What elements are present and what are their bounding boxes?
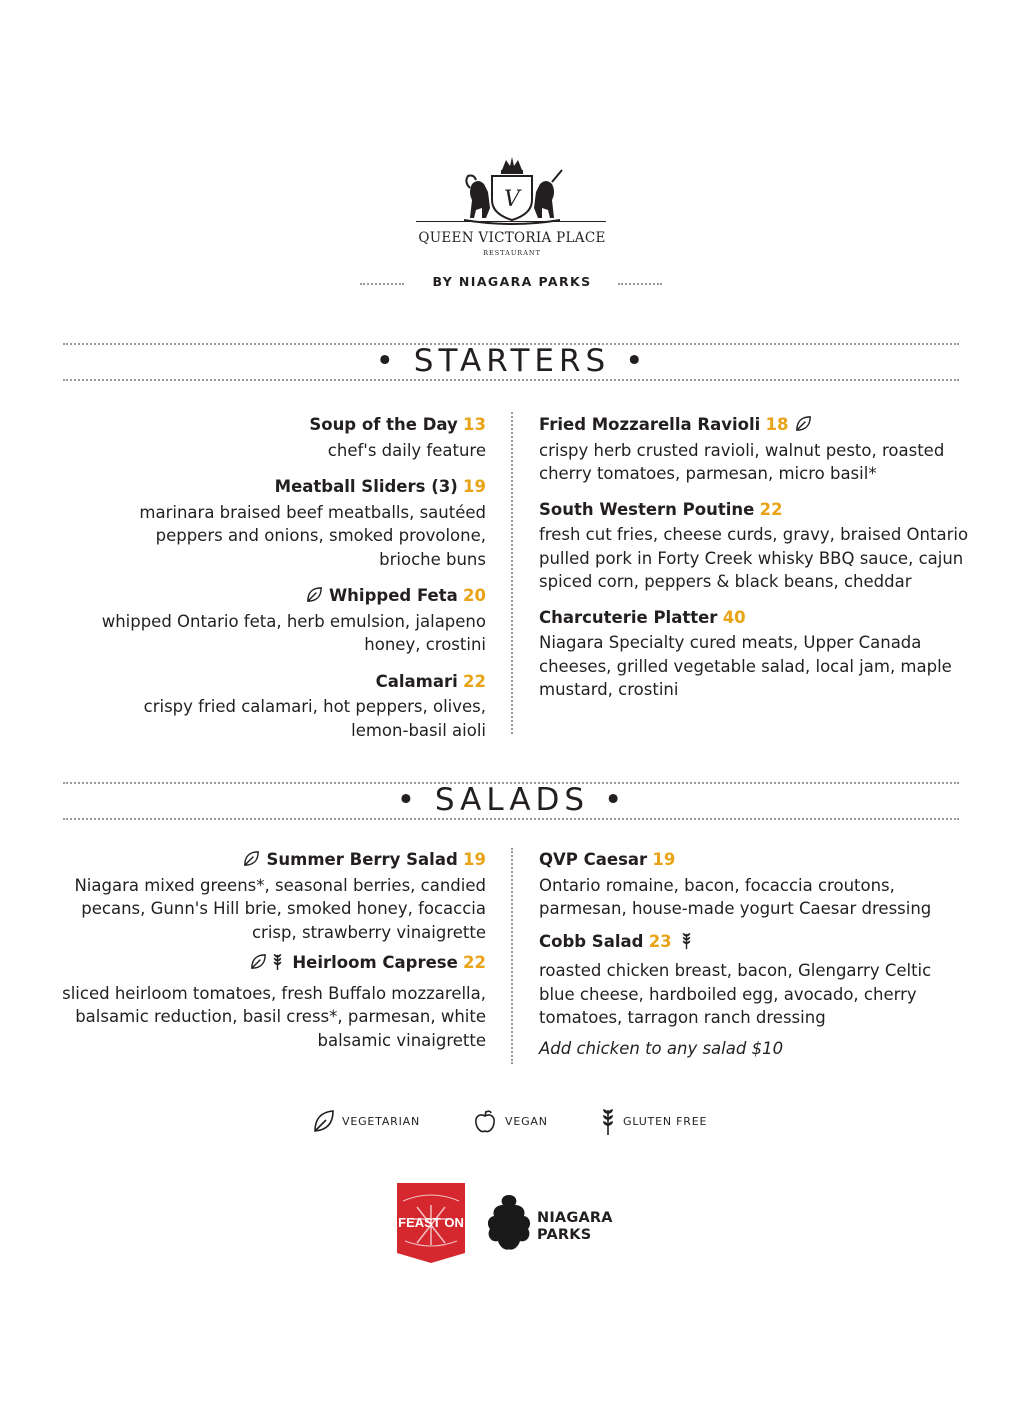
menu-item: [539, 606, 969, 702]
item-price: 22: [759, 499, 783, 519]
menu-item: [50, 951, 486, 1052]
vegetarian-leaf-icon: [249, 952, 268, 971]
salads-heading: • SALADS •: [396, 782, 628, 818]
item-description: Niagara mixed greens*, seasonal berries, candied pecans, Gunn's Hill brie, smoked honey, focaccia crisp, strawberry vinaigrette: [74, 875, 486, 942]
item-description: fresh cut fries, cheese curds, gravy, braised Ontario pulled pork in Forty Creek whisky BBQ sauce, cajun spiced corn, peppers & black beans, cheddar: [539, 525, 969, 591]
item-price: 22: [463, 953, 486, 972]
wheat-icon: [598, 1106, 618, 1136]
starters-left-column: [100, 413, 486, 742]
item-price: 20: [463, 586, 486, 605]
item-name: Meatball Sliders (3): [274, 477, 458, 496]
vegetarian-leaf-icon: [305, 585, 324, 604]
legend-vegetarian: [312, 1106, 420, 1136]
menu-item: [539, 413, 969, 486]
item-price: 13: [463, 415, 486, 434]
niagara-parks-wordmark-line1: NIAGARA: [537, 1210, 613, 1226]
item-name: QVP Caesar: [539, 850, 648, 869]
item-name: South Western Poutine: [539, 499, 755, 519]
item-price: 40: [722, 607, 746, 627]
gluten-free-wheat-icon: [677, 931, 696, 950]
menu-item: [100, 475, 486, 571]
item-description: sliced heirloom tomatoes, fresh Buffalo mozzarella, balsamic reduction, basil cress*, parmesan, white balsamic vinaigrette: [62, 983, 486, 1050]
item-description: Ontario romaine, bacon, focaccia croutons, parmesan, house-made yogurt Caesar dressing: [539, 875, 932, 918]
item-price: 19: [463, 477, 486, 496]
niagara-parks-logo-icon: [486, 1193, 532, 1251]
menu-item: [50, 848, 486, 944]
item-name: Heirloom Caprese: [292, 953, 458, 972]
leaf-icon: [312, 1108, 336, 1134]
item-description: crispy herb crusted ravioli, walnut pesto, roasted cherry tomatoes, parmesan, micro basil*: [539, 440, 945, 483]
item-description: chef's daily feature: [327, 440, 486, 460]
legend-vegetarian-label: VEGETARIAN: [342, 1114, 420, 1128]
item-name: Whipped Feta: [328, 586, 458, 605]
gluten-free-wheat-icon: [268, 952, 287, 971]
item-price: 18: [765, 415, 789, 434]
byline-rule-right: [618, 283, 662, 285]
legend-gluten-free: [598, 1106, 707, 1136]
item-price: 22: [463, 671, 486, 691]
vegetarian-leaf-icon: [242, 849, 261, 868]
item-description: roasted chicken breast, bacon, Glengarry Celtic blue cheese, hardboiled egg, avocado, cherry tomatoes, tarragon ranch dressing: [539, 961, 932, 1027]
salads-right-column: [539, 848, 969, 1060]
menu-item: [100, 584, 486, 657]
logo-divider: [416, 221, 606, 222]
item-name: Soup of the Day: [309, 415, 458, 434]
feast-on-badge: [397, 1183, 465, 1263]
legend-vegan-label: VEGAN: [505, 1114, 548, 1128]
niagara-parks-wordmark-line2: PARKS: [537, 1227, 592, 1243]
starters-column-divider: [511, 412, 513, 734]
brand-name: QUEEN VICTORIA PLACE: [418, 230, 606, 246]
item-description: marinara braised beef meatballs, sautéed peppers and onions, smoked provolone, brioche buns: [139, 502, 486, 569]
starters-right-column: [539, 413, 969, 702]
salads-rule-bottom: [63, 818, 959, 820]
item-name: Fried Mozzarella Ravioli: [539, 415, 761, 434]
salads-column-divider: [511, 848, 513, 1064]
apple-icon: [473, 1108, 497, 1134]
feast-on-text: FEAST ON: [398, 1215, 464, 1230]
menu-item: [100, 670, 486, 743]
byline: BY NIAGARA PARKS: [432, 274, 592, 289]
starters-heading: • STARTERS •: [375, 343, 649, 379]
item-name: Cobb Salad: [539, 931, 644, 951]
item-description: whipped Ontario feta, herb emulsion, jalapeno honey, crostini: [101, 611, 486, 654]
menu-item: [100, 413, 486, 462]
vegetarian-leaf-icon: [794, 414, 813, 433]
menu-item: [539, 848, 969, 921]
brand-subtitle: RESTAURANT: [483, 249, 541, 257]
legend-vegan: [473, 1106, 548, 1136]
starters-rule-bottom: [63, 379, 959, 381]
menu-item: [539, 930, 969, 1030]
restaurant-crest-logo: [412, 152, 612, 242]
item-name: Summer Berry Salad: [266, 850, 458, 869]
svg-text:V: V: [504, 187, 520, 212]
menu-item: [539, 498, 969, 594]
item-description: Niagara Specialty cured meats, Upper Canada cheeses, grilled vegetable salad, local jam, maple mustard, crostini: [539, 633, 952, 699]
item-name: Calamari: [375, 671, 458, 691]
legend-gluten-free-label: GLUTEN FREE: [623, 1114, 708, 1128]
item-description: crispy fried calamari, hot peppers, olives, lemon-basil aioli: [143, 697, 486, 740]
item-price: 23: [648, 931, 672, 951]
item-price: 19: [463, 850, 486, 869]
item-name: Charcuterie Platter: [539, 607, 718, 627]
item-price: 19: [652, 850, 676, 869]
salad-add-on-note: Add chicken to any salad $10: [539, 1038, 784, 1058]
salads-left-column: [50, 848, 486, 1052]
